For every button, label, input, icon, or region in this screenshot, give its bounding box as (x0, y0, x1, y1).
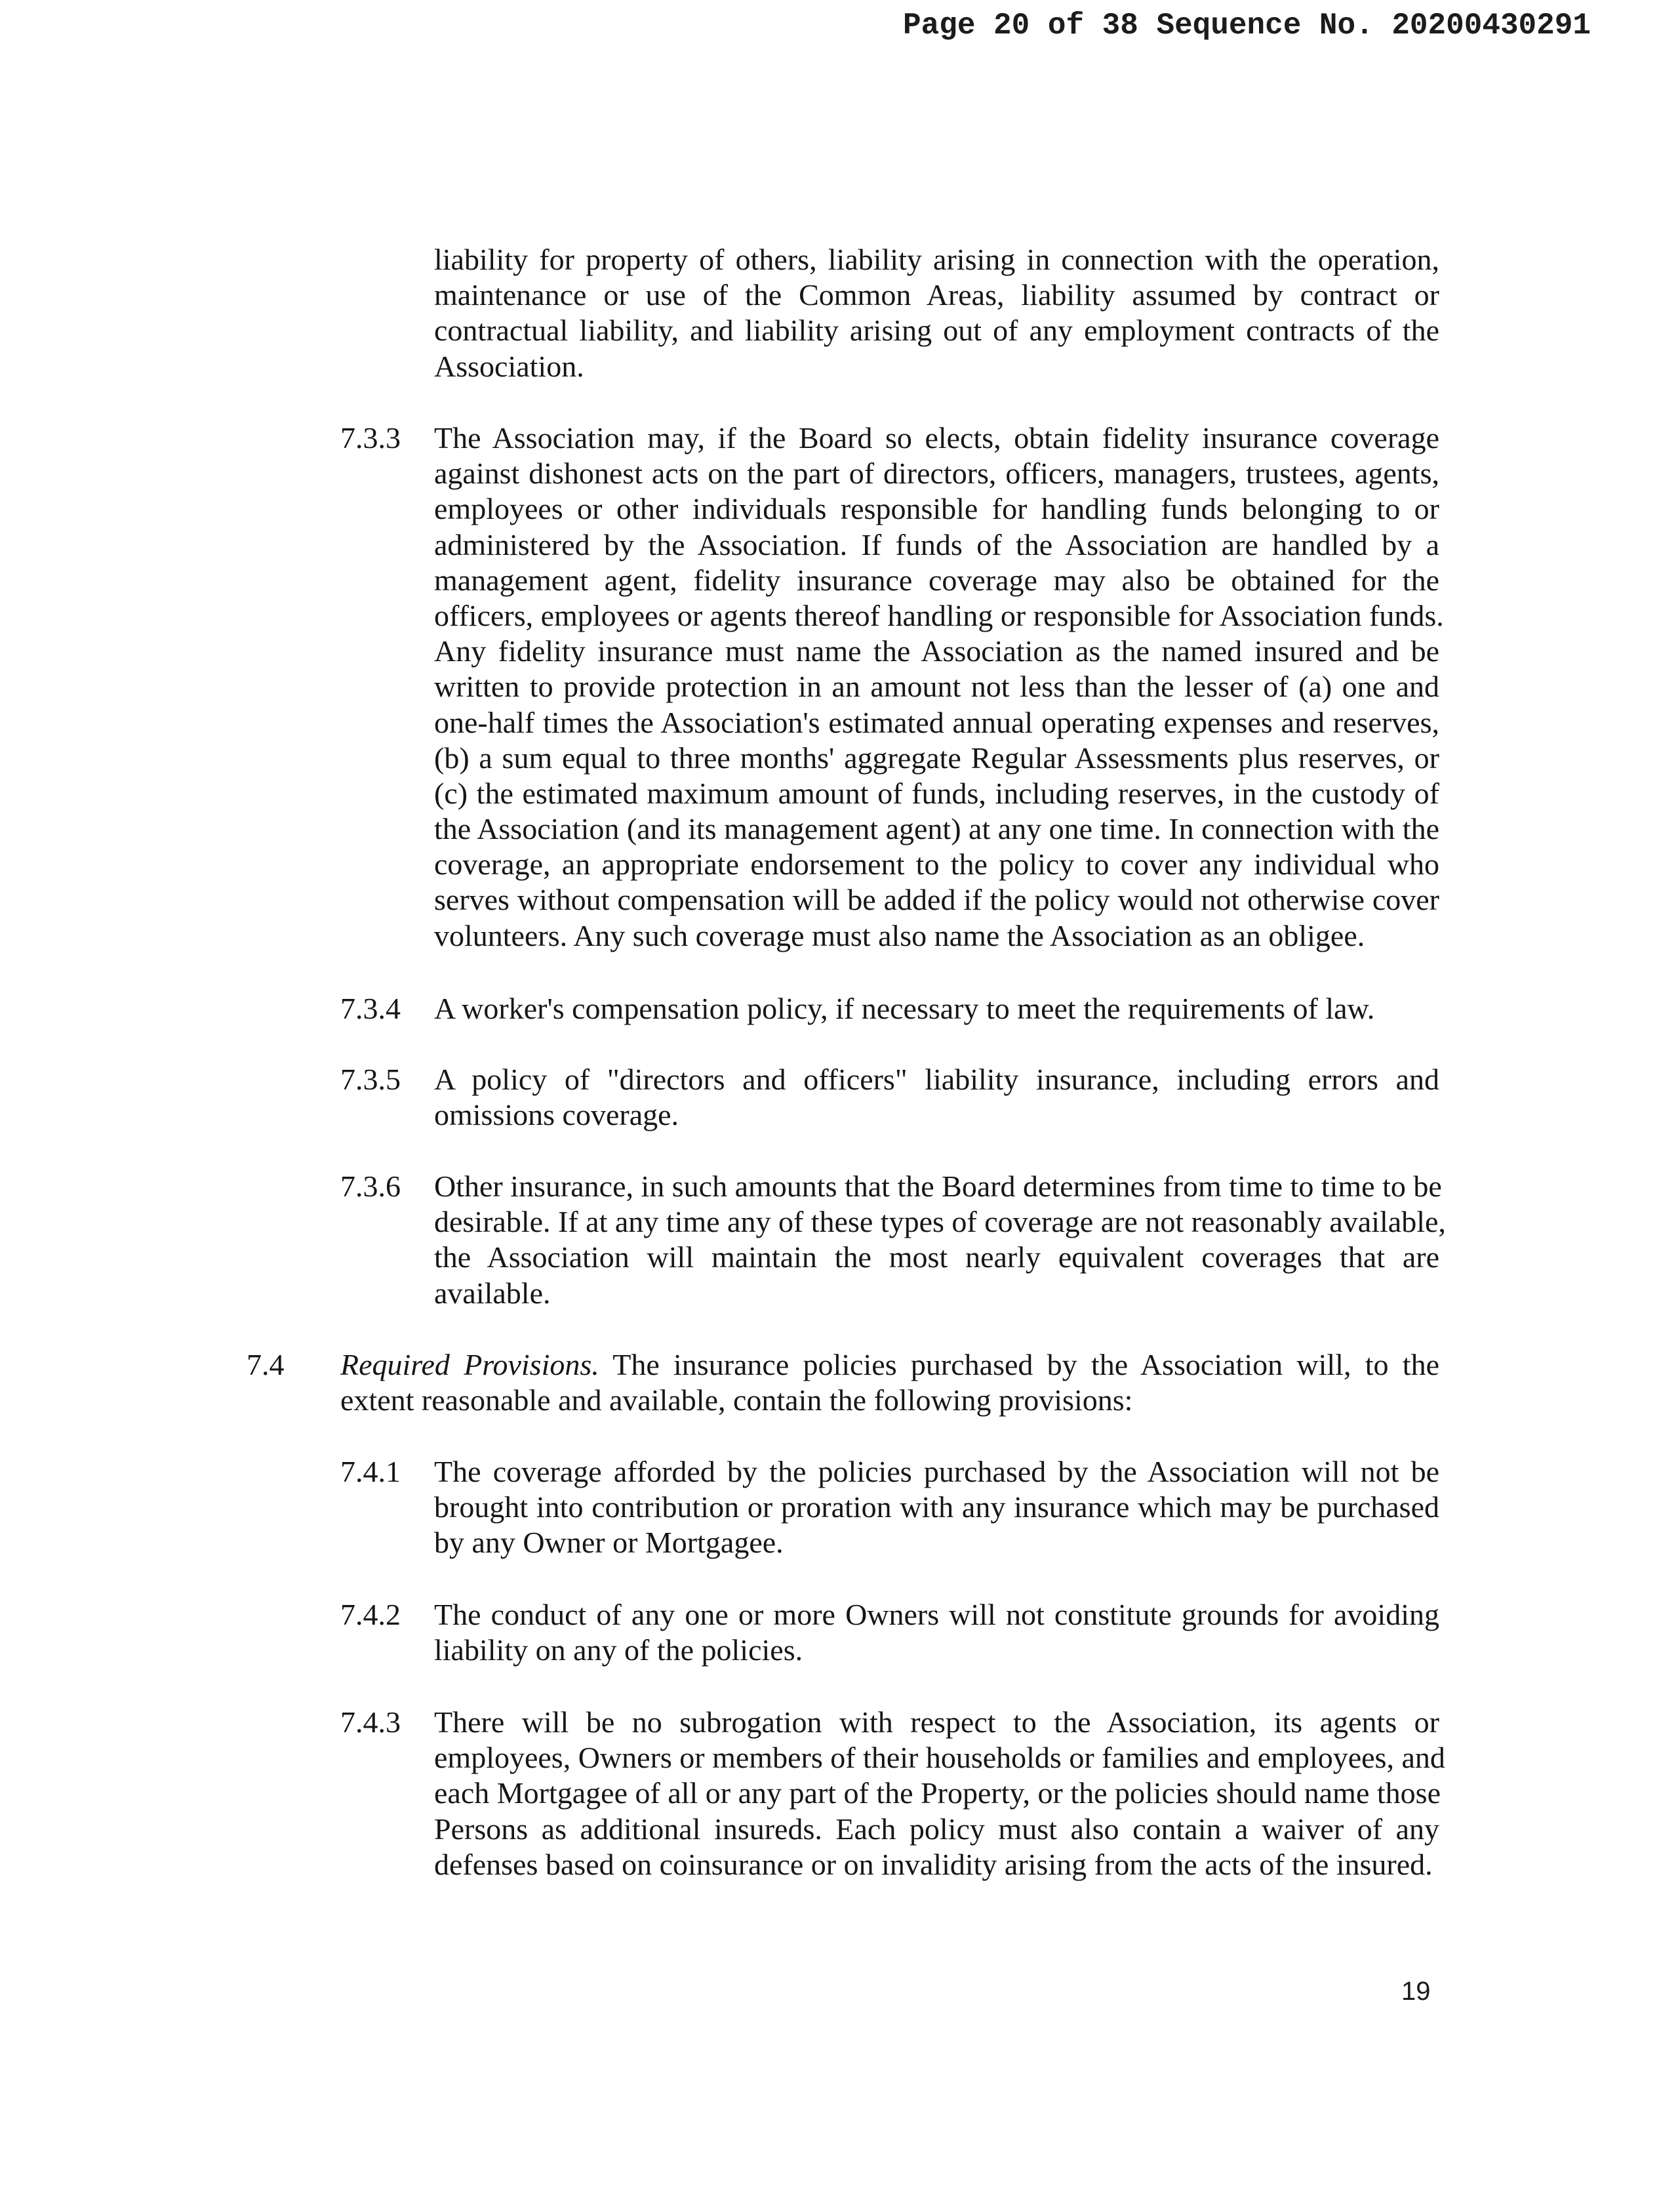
text-line: brought into contribution or proration with any insurance which may be purchased (434, 1490, 1439, 1524)
section-number: 7.4.1 (340, 1455, 401, 1488)
text-line (340, 1347, 1439, 1383)
section-body (434, 1062, 1439, 1133)
page-number: 19 (1401, 1977, 1431, 2006)
section-body (434, 1705, 1445, 1882)
text-line: each Mortgagee of all or any part of the Property, or the policies should name those (434, 1776, 1441, 1810)
text-line: A policy of "directors and officers" liability insurance, including errors and (434, 1063, 1439, 1096)
text-line: liability for property of others, liability arising in connection with the operation, (434, 243, 1439, 276)
section-body (434, 1454, 1439, 1561)
section-number: 7.4.2 (340, 1598, 401, 1631)
text-line: officers, employees or agents thereof handling or responsible for Association funds. (434, 598, 1444, 632)
text-line: employees, Owners or members of their households or families and employees, and (434, 1741, 1445, 1775)
text-line-content: The insurance policies purchased by the Association will, to the (612, 1348, 1439, 1381)
text-line: extent reasonable and available, contain the following provisions: (340, 1383, 1133, 1417)
text-line: omissions coverage. (434, 1098, 679, 1132)
section-body (434, 420, 1444, 954)
text-line: contractual liability, and liability arising out of any employment contracts of the (434, 314, 1439, 348)
text-line: volunteers. Any such coverage must also name the Association as an obligee. (434, 918, 1365, 952)
text-line: maintenance or use of the Common Areas, liability assumed by contract or (434, 278, 1439, 312)
text-line: administered by the Association. If funds of the Association are handled by a (434, 527, 1439, 561)
section-body (434, 242, 1439, 384)
text-line: one-half times the Association's estimated annual operating expenses and reserves, (434, 705, 1439, 739)
text-line: written to provide protection in an amount not less than the lesser of (a) one and (434, 670, 1439, 704)
text-line: There will be no subrogation with respect to the Association, its agents or (434, 1705, 1439, 1739)
text-line: against dishonest acts on the part of directors, officers, managers, trustees, agents, (434, 457, 1439, 491)
text-line: serves without compensation will be added if the policy would not otherwise cover (434, 883, 1439, 917)
section-number: 7.3.3 (340, 421, 401, 455)
section-number: 7.3.5 (340, 1063, 401, 1096)
section-heading: Required Provisions. (340, 1348, 599, 1381)
text-line: management agent, fidelity insurance coverage may also be obtained for the (434, 563, 1439, 597)
text-line: The coverage afforded by the policies purchased by the Association will not be (434, 1455, 1439, 1488)
text-line: employees or other individuals responsible for handling funds belonging to or (434, 492, 1439, 526)
page-header: Page 20 of 38 Sequence No. 20200430291 (903, 9, 1591, 43)
section-body (434, 1169, 1446, 1311)
section-number: 7.4.3 (340, 1705, 401, 1739)
text-line: liability on any of the policies. (434, 1633, 803, 1667)
text-line: (c) the estimated maximum amount of funds, including reserves, in the custody of (434, 776, 1439, 810)
section-number: 7.3.6 (340, 1169, 401, 1203)
text-line: Association. (434, 349, 584, 383)
text-line: (b) a sum equal to three months' aggregate Regular Assessments plus reserves, or (434, 741, 1439, 775)
text-line: defenses based on coinsurance or on invalidity arising from the acts of the insured. (434, 1847, 1433, 1881)
text-line: available. (434, 1276, 551, 1310)
text-line: the Association (and its management agent) at any one time. In connection with the (434, 812, 1439, 846)
text-line: desirable. If at any time any of these types of coverage are not reasonably available, (434, 1205, 1446, 1239)
text-line: The conduct of any one or more Owners will not constitute grounds for avoiding (434, 1598, 1439, 1631)
text-line: Persons as additional insureds. Each policy must also contain a waiver of any (434, 1812, 1439, 1846)
text-line: Other insurance, in such amounts that the Board determines from time to time to be (434, 1169, 1442, 1203)
section-body (340, 1347, 1439, 1418)
section-body (434, 1597, 1439, 1668)
section-number: 7.3.4 (340, 992, 401, 1025)
text-line: coverage, an appropriate endorsement to the policy to cover any individual who (434, 847, 1439, 882)
text-line: by any Owner or Mortgagee. (434, 1526, 784, 1560)
text-line: A worker's compensation policy, if necessary to meet the requirements of law. (434, 992, 1375, 1025)
text-line: Any fidelity insurance must name the Association as the named insured and be (434, 634, 1439, 668)
text-line: The Association may, if the Board so elects, obtain fidelity insurance coverage (434, 421, 1439, 455)
text-line: the Association will maintain the most nearly equivalent coverages that are (434, 1240, 1439, 1274)
section-body (434, 991, 1439, 1026)
section-number: 7.4 (247, 1348, 285, 1381)
